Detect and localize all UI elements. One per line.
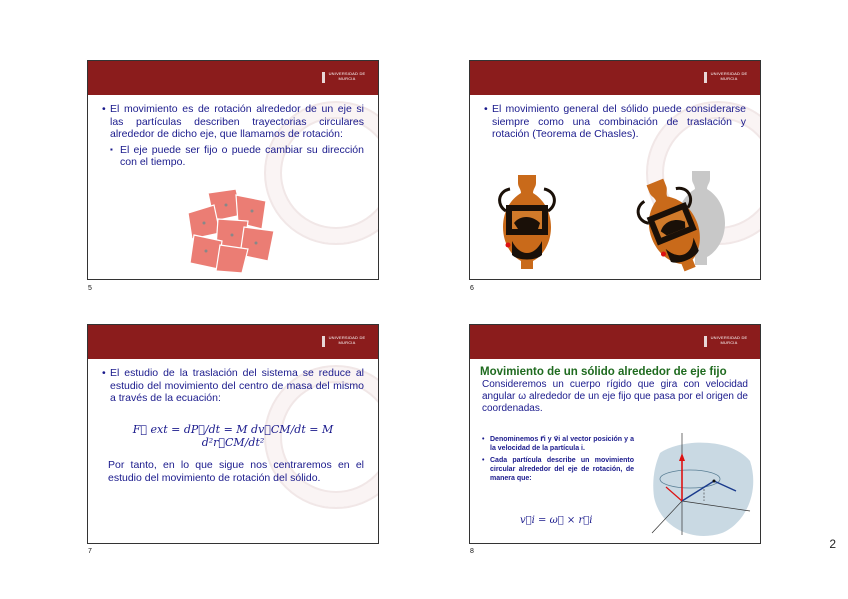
translation-equation: F⃗ ext = dP⃗/dt = M dv⃗CM/dt = M d²r⃗CM/dt²	[132, 423, 334, 449]
slide-6-number: 6	[470, 285, 474, 292]
slide-header-bar	[88, 61, 378, 95]
page-number: 2	[829, 537, 836, 551]
slide-5	[87, 60, 379, 280]
slide-8-bullet-1: • Denominemos r⃗i y v⃗i al vector posición y a la velocidad de la partícula i.	[482, 435, 634, 453]
slide-8	[469, 324, 761, 544]
slide-6-bullet: • El movimiento general del sólido puede considerarse siempre como una combinación de traslación y rotación (Teorema de Chasles).	[484, 103, 746, 141]
slide-5-bullet: • El movimiento es de rotación alrededor de un eje si las partículas describen trayectorias circulares alrededor de dicho eje, que llamamos de rotación:	[102, 103, 364, 141]
slide-7-paragraph: Por tanto, en lo que sigue nos centraremos en el estudio del movimiento de rotación del sólido.	[108, 459, 364, 484]
slide-8-title: Movimiento de un sólido alrededor de eje fijo	[480, 366, 727, 378]
slide-header-bar	[470, 61, 760, 95]
university-logo: UNIVERSIDAD DE MURCIA	[328, 71, 366, 85]
rotating-bodies-illustration	[178, 185, 283, 273]
slide-5-number: 5	[88, 285, 92, 292]
velocity-formula: v⃗i = ω⃗ × r⃗i	[520, 515, 593, 526]
university-logo: UNIVERSIDAD DE MURCIA	[328, 335, 366, 349]
slide-6	[469, 60, 761, 280]
university-logo: UNIVERSIDAD DE MURCIA	[710, 71, 748, 85]
rigid-body-rotation-diagram	[642, 419, 758, 539]
amphora-tilted-image	[636, 165, 746, 273]
slide-8-intro: Consideremos un cuerpo rígido que gira con velocidad angular ω alrededor de un eje fijo que pasa por el origen de coordenadas.	[482, 379, 748, 414]
university-logo: UNIVERSIDAD DE MURCIA	[710, 335, 748, 349]
slide-header-bar	[88, 325, 378, 359]
slide-header-bar	[470, 325, 760, 359]
slide-5-sub-bullet: ▪ El eje puede ser fijo o puede cambiar su dirección con el tiempo.	[110, 144, 364, 169]
slide-8-number: 8	[470, 548, 474, 555]
amphora-upright-image	[492, 171, 562, 271]
slide-8-bullet-2: • Cada partícula describe un movimiento circular alrededor del eje de rotación, de manera que:	[482, 456, 634, 483]
slide-7-number: 7	[88, 548, 92, 555]
slide-7	[87, 324, 379, 544]
slide-7-bullet: • El estudio de la traslación del sistema se reduce al estudio del movimiento del centro de masa del mismo a través de la ecuación:	[102, 367, 364, 405]
